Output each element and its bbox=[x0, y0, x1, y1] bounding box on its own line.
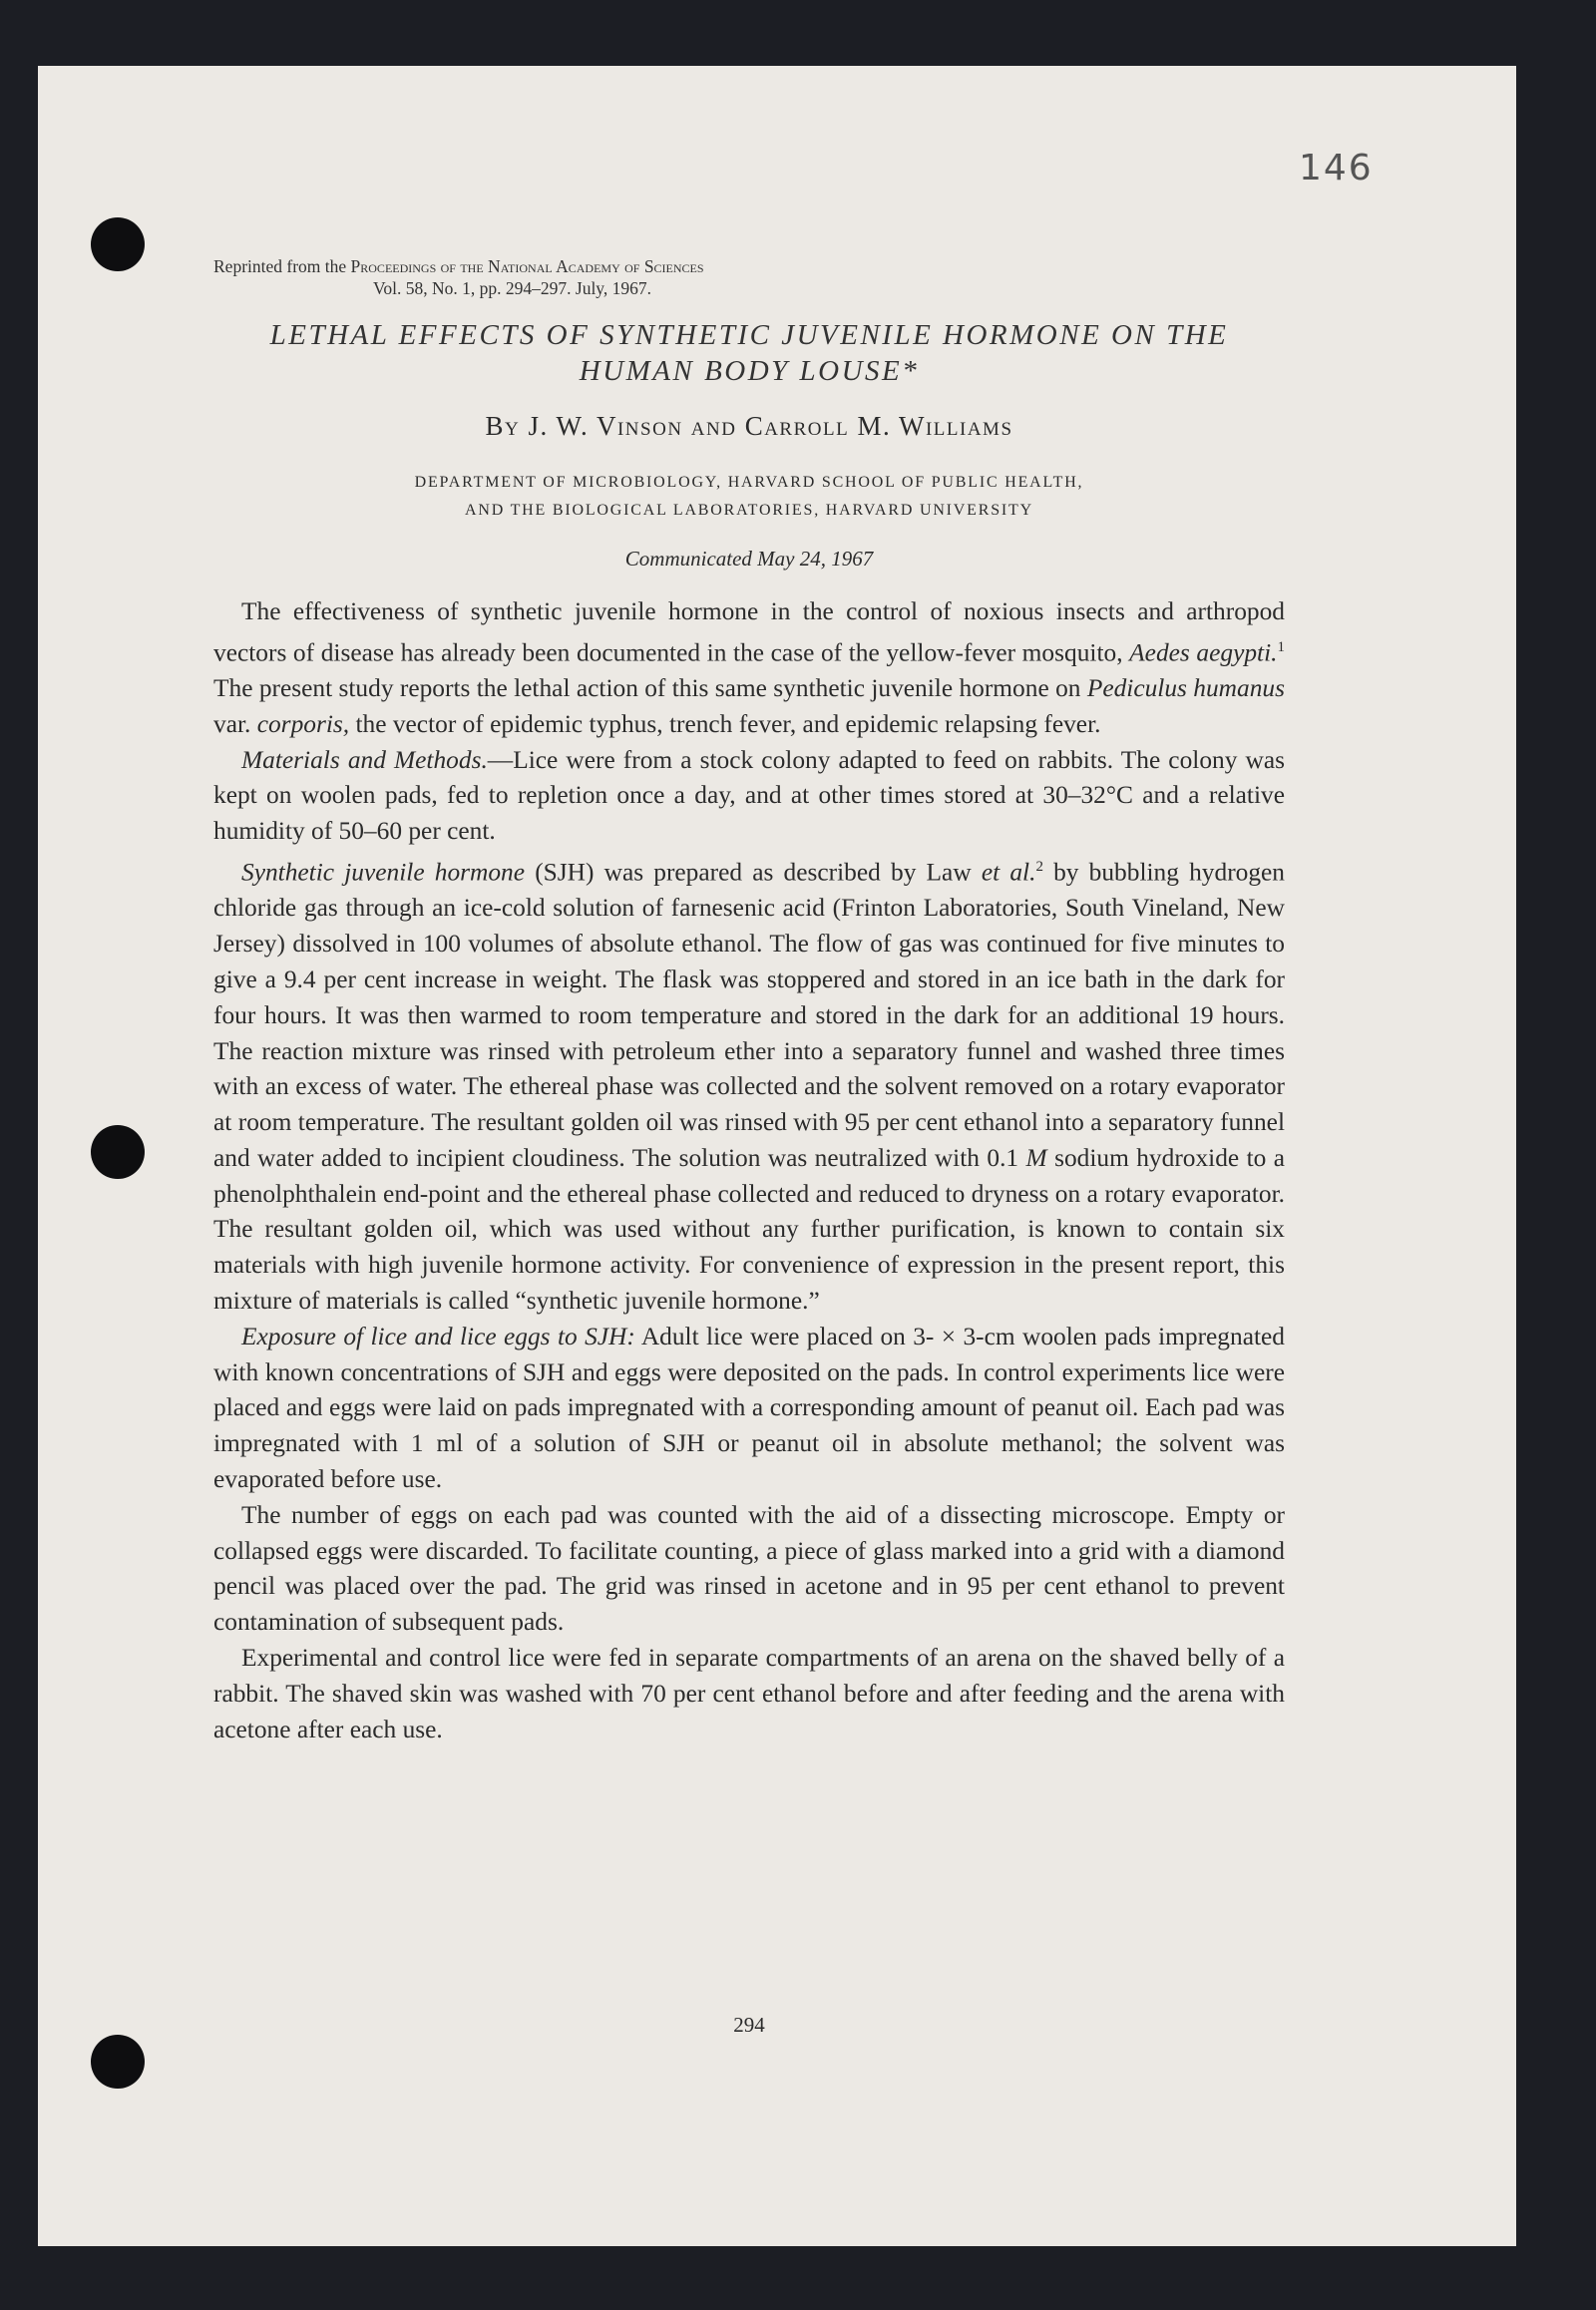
reprint-prefix: Reprinted from the bbox=[213, 256, 347, 276]
journal-name: Proceedings of the National Academy of Sciences bbox=[350, 256, 704, 276]
punch-hole-top bbox=[91, 217, 145, 271]
punch-hole-bottom bbox=[91, 2035, 145, 2089]
text-run: sodium hydroxide to a phenolphthalein end-point and the ethereal phase collected and reduced to dryness on a rotary evaporator. The resultant golden oil, which was used without any further purification, is known to contain six materials with high juvenile hormone activity. For convenience of expression in the present report, this mixture of materials is called “synthetic juvenile hormone.” bbox=[213, 1143, 1285, 1316]
affiliation-line-2: AND THE BIOLOGICAL LABORATORIES, HARVARD UNIVERSITY bbox=[465, 502, 1033, 519]
citation: Vol. 58, No. 1, pp. 294–297. July, 1967. bbox=[373, 278, 652, 298]
et-al: et al. bbox=[981, 858, 1036, 887]
species-name: Pediculus humanus bbox=[1086, 674, 1285, 703]
page-number: 294 bbox=[733, 2013, 765, 2037]
text-run: —Lice were from a stock colony adapted to feed on rabbits. The colony was kept on woolen pads, fed to repletion once a day, and at other times stored at 30–32°C and a relative humidity of 50–60 per cent. bbox=[213, 745, 1285, 846]
handwritten-page-number: 146 bbox=[1299, 148, 1374, 189]
paragraph-eggs: The number of eggs on each pad was counted with the aid of a dissecting microscope. Empty or collapsed eggs were discarded. To facilitate counting, a piece of glass marked into a grid with a diamond pencil was placed over the pad. The grid was rinsed in acetone and in 95 per cent ethanol to prevent contamination of subsequent pads. bbox=[213, 1500, 1285, 1637]
paragraph-exposure bbox=[213, 1320, 1285, 1498]
section-heading: Synthetic juvenile hormone bbox=[241, 858, 526, 887]
molarity-symbol: M bbox=[1025, 1143, 1047, 1172]
paragraph-intro bbox=[213, 594, 1285, 743]
text-run: The effectiveness of synthetic juvenile hormone in the control of noxious insects and arthropod vectors of disease has already been documented in the case of the yellow-fever mosquito, bbox=[213, 597, 1285, 667]
text-run: the vector of epidemic typhus, trench fever, and epidemic relapsing fever. bbox=[349, 709, 1101, 738]
communicated-date: Communicated May 24, 1967 bbox=[624, 547, 874, 571]
species-name: Aedes aegypti. bbox=[1129, 638, 1278, 667]
reference-marker: 1 bbox=[1277, 638, 1285, 655]
section-heading: Exposure of lice and lice eggs to SJH: bbox=[241, 1322, 635, 1350]
article-title: LETHAL EFFECTS OF SYNTHETIC JUVENILE HORMONE ON THE HUMAN BODY LOUSE* bbox=[269, 319, 1229, 387]
paragraph-materials bbox=[213, 743, 1285, 850]
punch-hole-middle bbox=[91, 1125, 145, 1179]
author-line: By J. W. Vinson and Carroll M. Williams bbox=[485, 411, 1013, 441]
reference-marker: 2 bbox=[1035, 859, 1043, 876]
affiliation bbox=[213, 469, 1285, 525]
text-run: (SJH) was prepared as described by Law bbox=[525, 858, 982, 887]
variety-name: corporis, bbox=[256, 709, 350, 738]
section-heading: Materials and Methods. bbox=[241, 745, 488, 774]
article-body bbox=[213, 594, 1285, 1747]
reprint-notice bbox=[213, 255, 1111, 299]
text-run: The present study reports the lethal action of this same synthetic juvenile hormone on bbox=[213, 674, 1087, 703]
paragraph-feeding: Experimental and control lice were fed in separate compartments of an arena on the shaved belly of a rabbit. The shaved skin was washed with 70 per cent ethanol before and after feeding and the arena with acetone after each use. bbox=[213, 1644, 1285, 1743]
paragraph-sjh bbox=[213, 850, 1285, 1320]
text-run: by bubbling hydrogen chloride gas through an ice-cold solution of farnesenic acid (Frinton Laboratories, South Vineland, New Jersey) dissolved in 100 volumes of absolute ethanol. The flow of gas was continued for five minutes to give a 9.4 per cent increase in weight. The flask was stoppered and stored in an ice bath in the dark for four hours. It was then warmed to room temperature and stored in the dark for an additional 19 hours. The reaction mixture was rinsed with petroleum ether into a separatory funnel and washed three times with an excess of water. The ethereal phase was collected and the solvent removed on a rotary evaporator at room temperature. The resultant golden oil was rinsed with 95 per cent ethanol into a separatory funnel and water added to incipient cloudiness. The solution was neutralized with 0.1 bbox=[213, 858, 1285, 1172]
text-run: var. bbox=[213, 709, 257, 738]
affiliation-line-1: DEPARTMENT OF MICROBIOLOGY, HARVARD SCHOOL OF PUBLIC HEALTH, bbox=[414, 474, 1084, 491]
text-run: Adult lice were placed on 3- × 3-cm woolen pads impregnated with known concentrations of SJH and eggs were deposited on the pads. In control experiments lice were placed and eggs were laid on pads impregnated with a corresponding amount of peanut oil. Each pad was impregnated with 1 ml of a solution of SJH or peanut oil in absolute methanol; the solvent was evaporated before use. bbox=[213, 1322, 1285, 1494]
